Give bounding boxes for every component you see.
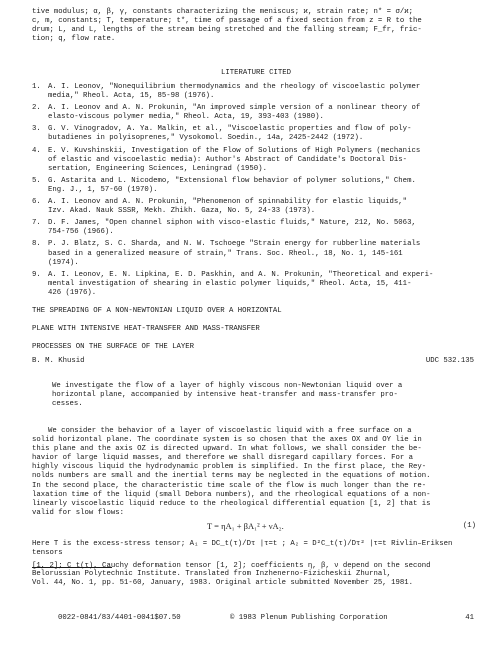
article-title (32, 307, 480, 352)
equation: T = ηA₁ + βA₁² + νA₂. (207, 521, 284, 531)
reference-line: Izv. Akad. Nauk SSSR, Mekh. Zhikh. Gaza, No. 5, 24-33 (1973). (48, 207, 316, 216)
reference-line: G. Astarita and L. Nicodemo, "Extensional flow behavior of polymer solutions," Chem. (48, 176, 416, 185)
reference-item (32, 240, 480, 267)
reference-item (32, 177, 480, 195)
reference-number: 3. (32, 125, 41, 134)
footnote-line: Vol. 44, No. 1, pp. 51-60, January, 1983. Original article submitted November 25, 1981. (32, 579, 413, 588)
reference-line: based in a generalized measure of strain," Trans. Soc. Rheol., 18, No. 1, 145-161 (48, 249, 403, 258)
reference-item (32, 271, 480, 298)
literature-heading: LITERATURE CITED (220, 69, 292, 77)
title-line: THE SPREADING OF A NON-NEWTONIAN LIQUID OVER A HORIZONTAL (32, 307, 282, 315)
footnote-line: Belorussian Polytechnic Institute. Translated from Inzhenerno-Fizicheskii Zhurnal, (32, 570, 392, 578)
body-line: this plane and the axis OZ is directed upward. In what follows, we shall consider the be- (32, 445, 422, 454)
udc-code: UDC 532.135 (425, 357, 474, 365)
footnote (32, 570, 480, 588)
abstract-line: We investigate the flow of a layer of highly viscous non-Newtonian liquid over a (52, 382, 403, 390)
reference-line: (1974). (48, 258, 79, 267)
reference-number: 6. (32, 198, 41, 207)
reference-number: 2. (32, 104, 41, 113)
reference-number: 7. (32, 219, 41, 228)
reference-line: D. F. James, "Open channel siphon with visco-elastic fluids," Nature, 212, No. 5063, (48, 219, 416, 228)
reference-item (32, 125, 480, 143)
reference-line: butadienes in polyisoprenes," Vysokomol. Soedin., 14a, 2425-2442 (1972). (48, 134, 364, 143)
reference-item (32, 104, 480, 122)
page-number: 41 (465, 614, 474, 622)
abstract-line: cesses. (52, 400, 83, 409)
body-line: laxation time of the liquid (small Debora numbers), and the rheological equations of a non- (32, 490, 431, 499)
text-line: tive modulus; α, β, γ, constants characterizing the meniscus; ϰ, strain rate; n* = σ/ϰ; (32, 8, 413, 16)
reference-line: A. I. Leonov and A. N. Prokunin, "Phenomenon of spinnability for elastic liquids," (48, 198, 408, 207)
nomenclature-paragraph (32, 8, 480, 44)
reference-number: 9. (32, 270, 41, 279)
reference-item (32, 147, 480, 174)
reference-number: 8. (32, 240, 41, 249)
reference-number: 5. (32, 176, 41, 185)
reference-line: sertation, Engineering Sciences, Leningrad (1950). (48, 164, 267, 173)
body-line: havior of large liquid masses, and therefore we shall disregard capillary forces. For a (32, 454, 413, 463)
reference-item (32, 219, 480, 237)
title-line: PLANE WITH INTENSIVE HEAT-TRANSFER AND MASS-TRANSFER (32, 325, 260, 334)
reference-item (32, 83, 480, 101)
abstract-line: horizontal plane, accompanied by intensive heat-transfer and mass-transfer pro- (52, 391, 398, 400)
reference-item (32, 198, 480, 216)
reference-line: A. I. Leonov, "Nonequilibrium thermodynamics and the rheology of viscoelastic polymer (48, 83, 421, 91)
reference-line: mental investigation of shearing in elastic polymer liquids," Rheol. Acta, 15, 411- (48, 279, 412, 288)
body-line: solid horizontal plane. The coordinate system is so chosen that the axes OX and OY lie in (32, 436, 422, 445)
reference-list (32, 83, 480, 298)
abstract (52, 382, 472, 409)
byline (32, 357, 480, 366)
body-line: valid for slow flows: (32, 508, 124, 517)
article-code: 0022-0841/83/4401-0041$07.50 (58, 614, 181, 622)
reference-line: A. I. Leonov, E. N. Lipkina, E. D. Paskhin, and A. N. Prokunin, "Theoretical and experi- (48, 270, 434, 279)
footnote-rule (32, 567, 112, 568)
body-paragraph (32, 427, 480, 518)
reference-line: Eng. J., 1, 57-60 (1970). (48, 185, 158, 194)
reference-line: elasto-viscous polymer media," Rheol. Acta, 19, 393-403 (1980). (48, 113, 324, 122)
reference-number: 4. (32, 146, 41, 155)
reference-number: 1. (32, 83, 41, 91)
reference-line: G. V. Vinogradov, A. Ya. Malkin, et al., "Viscoelastic properties and flow of poly- (48, 125, 412, 134)
body-line: nolds numbers are small and the inertial terms may be neglected in the equations of motion. (32, 472, 431, 481)
reference-line: of elastic and viscoelastic media): Author's Abstract of Candidate's Doctoral Dis- (48, 155, 408, 164)
copyright-notice: © 1983 Plenum Publishing Corporation (230, 614, 388, 622)
author-name: B. M. Khusid (32, 357, 85, 365)
body-line: linearly viscoelastic liquid reduce to the rheological differential equation [1, 2] that is (32, 499, 431, 508)
body-line: In the second place, the characteristic time scale of the flow is much longer than the re- (32, 481, 427, 490)
equation-row (32, 520, 480, 534)
text-line: c, m, constants; T, temperature; t*, time of passage of a fixed section from z = R to the (32, 17, 422, 26)
reference-line: 754-756 (1966). (48, 228, 114, 237)
body-line: [1, 2]; C_t(τ), Cauchy deformation tensor [1, 2]; coefficients η, β, ν depend on the second (32, 562, 431, 571)
body-line: Here T is the excess-stress tensor; A₁ = DC_t(τ)/Dτ |τ=t ; A₂ = D²C_t(τ)/Dτ² |τ=t Rivlin–Eriksen tensors (32, 540, 453, 558)
reference-line: 426 (1976). (48, 288, 97, 297)
text-line: tion; q, flow rate. (32, 35, 116, 44)
reference-line: A. I. Leonov and A. N. Prokunin, "An improved simple version of a nonlinear theory of (48, 104, 421, 113)
reference-line: P. J. Blatz, S. C. Sharda, and N. W. Tschoege "Strain energy for rubberline materials (48, 240, 421, 249)
body-line: We consider the behavior of a layer of viscoelastic liquid with a free surface on a (48, 427, 412, 435)
title-line: PROCESSES ON THE SURFACE OF THE LAYER (32, 343, 195, 352)
reference-line: media," Rheol. Acta, 15, 85-98 (1976). (48, 92, 215, 101)
text-line: drum; L, and L, lengths of the stream being stretched and the falling stream; F_fr, fric- (32, 26, 422, 35)
reference-line: E. V. Kuvshinskii, Investigation of the Flow of Solutions of High Polymers (mechanics (48, 146, 421, 155)
body-line: highly viscous liquid the hydrodynamic problem is simplified. In the first place, the Rey- (32, 463, 427, 472)
equation-number: (1) (462, 522, 476, 530)
